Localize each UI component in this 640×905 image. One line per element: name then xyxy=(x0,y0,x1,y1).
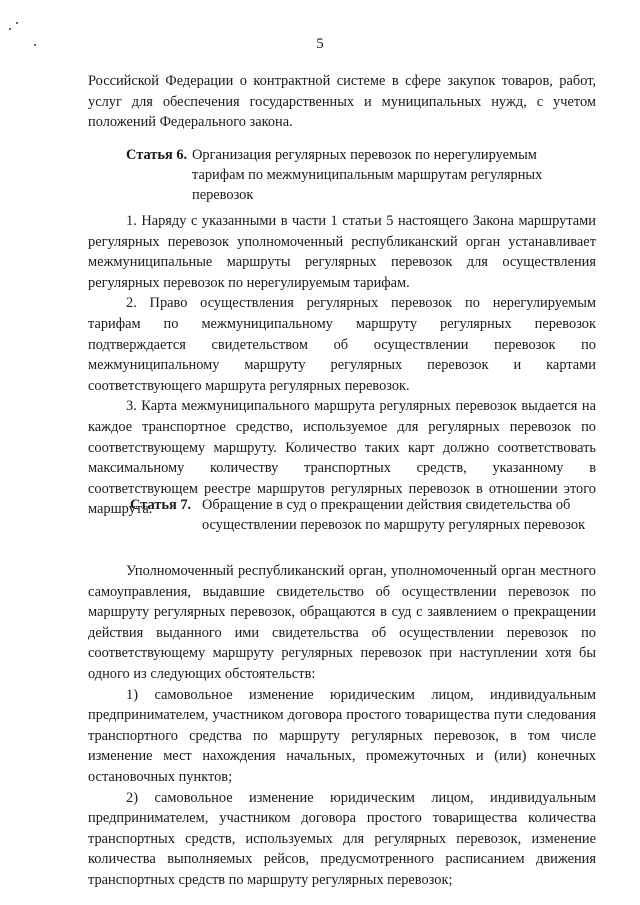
article-6-paragraph-1: 1. Наряду с указанными в части 1 статьи 5 настоящего Закона маршрутами регулярных перевозок уполномоченный республиканский орган устанавливает межмуниципальные маршруты регулярных перевозок для осуществления регулярных перевозок по нерегулируемым тарифам. xyxy=(88,213,596,291)
article-7-label: Статья 7. xyxy=(130,497,192,513)
article-7-item-1: 1) самовольное изменение юридическим лицом, индивидуальным предпринимателем, участником договора простого товарищества пути следования транспортного средства по маршруту регулярных перевозок, в том числе изменение мест нахождения начальных, промежуточных и (или) конечных остановочных пунктов; xyxy=(88,686,596,785)
article-6-paragraph-2: 2. Право осуществления регулярных перевозок по нерегулируемым тарифам по межмуниципальному маршруту регулярных перевозок подтверждается свидетельством об осуществлении перевозок по межмуниципальному маршруту регулярных перевозок и картами соответствующего маршрута регулярных перевозок. xyxy=(88,295,596,394)
article-7-paragraph-intro: Уполномоченный республиканский орган, уполномоченный орган местного самоуправления, выдавшие свидетельство об осуществлении перевозок по маршруту регулярных перевозок, обращаются в суд с заявлением о прекращении действия выданного ими свидетельства об осуществлении перевозок по соответствующему маршруту регулярных перевозок при наступлении хотя бы одного из следующих обстоятельств: xyxy=(88,563,596,682)
article-7-item-2: 2) самовольное изменение юридическим лицом, индивидуальным предпринимателем, участником договора простого товарищества количества транспортных средств, используемых для регулярных перевозок, изменение количества выполняемых рейсов, предусмотренного расписанием движения транспортных средств по маршруту регулярных перевозок; xyxy=(88,789,596,888)
article-6-title: Организация регулярных перевозок по нерегулируемым тарифам по межмуниципальным маршрутам регулярных перевозок xyxy=(192,147,543,204)
intro-paragraph xyxy=(88,71,596,133)
article-7-title: Обращение в суд о прекращении действия свидетельства об осуществлении перевозок по маршруту регулярных перевозок xyxy=(202,497,586,534)
article-6-label: Статья 6. xyxy=(126,147,188,163)
article-7-body xyxy=(88,561,596,891)
scan-speck xyxy=(9,28,11,30)
article-6-body xyxy=(88,211,596,520)
scan-speck xyxy=(16,22,18,24)
intro-text: Российской Федерации о контрактной системе в сфере закупок товаров, работ, услуг для обеспечения государственных и муниципальных нужд, с учетом положений Федерального закона. xyxy=(88,73,596,131)
article-6-paragraph-3: 3. Карта межмуниципального маршрута регулярных перевозок выдается на каждое транспортное средство, используемое для регулярных перевозок по соответствующему маршруту. Количество таких карт должно соответствовать максимальному количеству транспортных средств, указанному в соответствующем реестре маршрутов регулярных перевозок в отношении этого маршрута. xyxy=(88,398,596,518)
page-number: 5 xyxy=(316,36,324,52)
